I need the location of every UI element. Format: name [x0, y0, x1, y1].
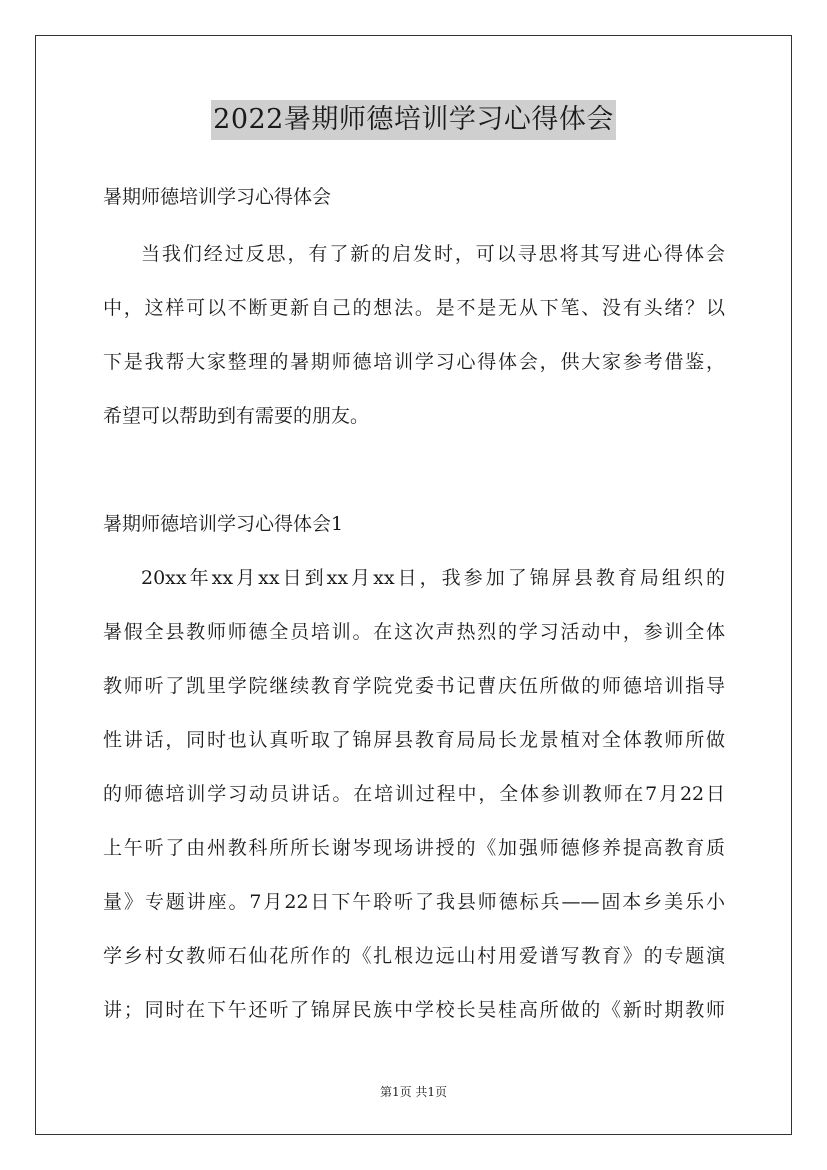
body-paragraph-line: 上午听了由州教科所所长谢岑现场讲授的《加强师德修养提高教育质: [103, 837, 725, 859]
intro-paragraph-line: 当我们经过反思，有了新的启发时，可以寻思将其写进心得体会: [141, 243, 725, 265]
section-heading: 暑期师德培训学习心得体会1: [103, 513, 344, 535]
body-paragraph-line: 性讲话，同时也认真听取了锦屏县教育局局长龙景植对全体教师所做: [103, 729, 725, 751]
body-paragraph-line: 20xx年xx月xx日到xx月xx日，我参加了锦屏县教育局组织的: [141, 567, 725, 589]
body-paragraph-line: 讲；同时在下午还听了锦屏民族中学校长吴桂高所做的《新时期教师: [103, 999, 725, 1021]
intro-paragraph-line: 中，这样可以不断更新自己的想法。是不是无从下笔、没有头绪？以: [103, 297, 725, 319]
document-subtitle: 暑期师德培训学习心得体会: [103, 186, 332, 208]
body-paragraph-line: 的师德培训学习动员讲话。在培训过程中，全体参训教师在7月22日: [103, 783, 725, 805]
body-paragraph-line: 暑假全县教师师德全员培训。在这次声热烈的学习活动中，参训全体: [103, 621, 725, 643]
body-paragraph-line: 学乡村女教师石仙花所作的《扎根边远山村用爱谱写教育》的专题演: [103, 945, 725, 967]
title-container: [0, 100, 827, 140]
body-paragraph-line: 教师听了凯里学院继续教育学院党委书记曹庆伍所做的师德培训指导: [103, 675, 725, 697]
intro-paragraph-line: 希望可以帮助到有需要的朋友。: [103, 405, 370, 427]
page-footer: 第1页 共1页: [379, 1085, 448, 1099]
intro-paragraph-line: 下是我帮大家整理的暑期师德培训学习心得体会，供大家参考借鉴，: [103, 351, 725, 373]
document-title: 2022暑期师德培训学习心得体会: [211, 100, 616, 140]
body-paragraph-line: 量》专题讲座。7月22日下午聆听了我县师德标兵——固本乡美乐小: [103, 891, 725, 913]
